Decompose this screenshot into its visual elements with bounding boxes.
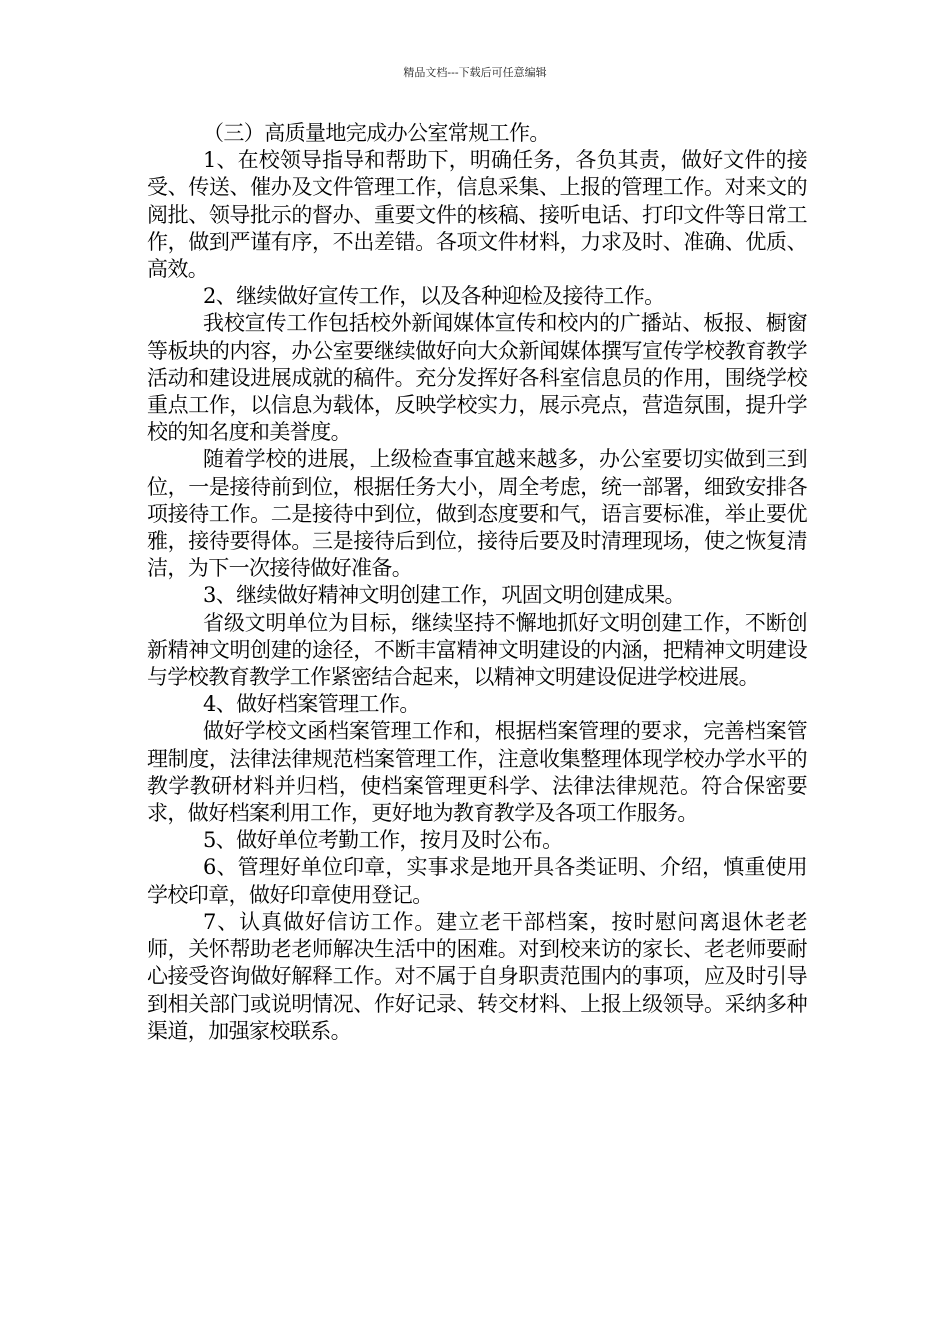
document-body: [147, 120, 807, 1045]
paragraph-civilization: 省级文明单位为目标，继续坚持不懈地抓好文明创建工作，不断创新精神文明创建的途径，不断丰富精神文明建设的内涵，把精神文明建设与学校教育教学工作紧密结合起来，以精神文明建设促进学校进展。: [147, 610, 807, 690]
paragraph-reception: 随着学校的进展，上级检查事宜越来越多，办公室要切实做到三到位，一是接待前到位，根据任务大小，周全考虑，统一部署，细致安排各项接待工作。二是接待中到位，做到态度要和气，语言要标准，举止要优雅，接待要得体。三是接待后到位，接待后要及时清理现场，使之恢复清洁，为下一次接待做好准备。: [147, 447, 807, 581]
page-header: 精品文档---下载后可任意编辑: [403, 66, 547, 79]
paragraph-archives: 做好学校文函档案管理工作和，根据档案管理的要求，完善档案管理制度，法律法律规范档案管理工作，注意收集整理体现学校办学水平的教学教研材料并归档，使档案管理更科学、法律法律规范。符合保密要求，做好档案利用工作，更好地为教育教学及各项工作服务。: [147, 719, 807, 826]
paragraph-item-4: 4、做好档案管理工作。: [203, 692, 420, 717]
paragraph-item-6: 6、管理好单位印章，实事求是地开具各类证明、介绍，慎重使用学校印章，做好印章使用登记。: [147, 855, 807, 907]
paragraph-item-5: 5、做好单位考勤工作，按月及时公布。: [203, 828, 563, 853]
paragraph-publicity: 我校宣传工作包括校外新闻媒体宣传和校内的广播站、板报、橱窗等板块的内容，办公室要继续做好向大众新闻媒体撰写宣传学校教育教学活动和建设进展成就的稿件。充分发挥好各科室信息员的作用，围绕学校重点工作，以信息为载体，反映学校实力，展示亮点，营造氛围，提升学校的知名度和美誉度。: [147, 311, 807, 445]
paragraph-item-2: 2、继续做好宣传工作，以及各种迎检及接待工作。: [203, 284, 665, 309]
paragraph-item-3: 3、继续做好精神文明创建工作，巩固文明创建成果。: [203, 583, 685, 608]
section-heading: （三）高质量地完成办公室常规工作。: [203, 121, 550, 145]
paragraph-item-1: 1、在校领导指导和帮助下，明确任务，各负其责，做好文件的接受、传送、催办及文件管理工作，信息采集、上报的管理工作。对来文的阅批、领导批示的督办、重要文件的核稿、接听电话、打印文件等日常工作，做到严谨有序，不出差错。各项文件材料，力求及时、准确、优质、高效。: [147, 148, 807, 282]
paragraph-item-7: 7、认真做好信访工作。建立老干部档案，按时慰问离退休老老师，关怀帮助老老师解决生活中的困难。对到校来访的家长、老老师要耐心接受咨询做好解释工作。对不属于自身职责范围内的事项，应及时引导到相关部门或说明情况、作好记录、转交材料、上报上级领导。采纳多种渠道，加强家校联系。: [147, 909, 807, 1043]
